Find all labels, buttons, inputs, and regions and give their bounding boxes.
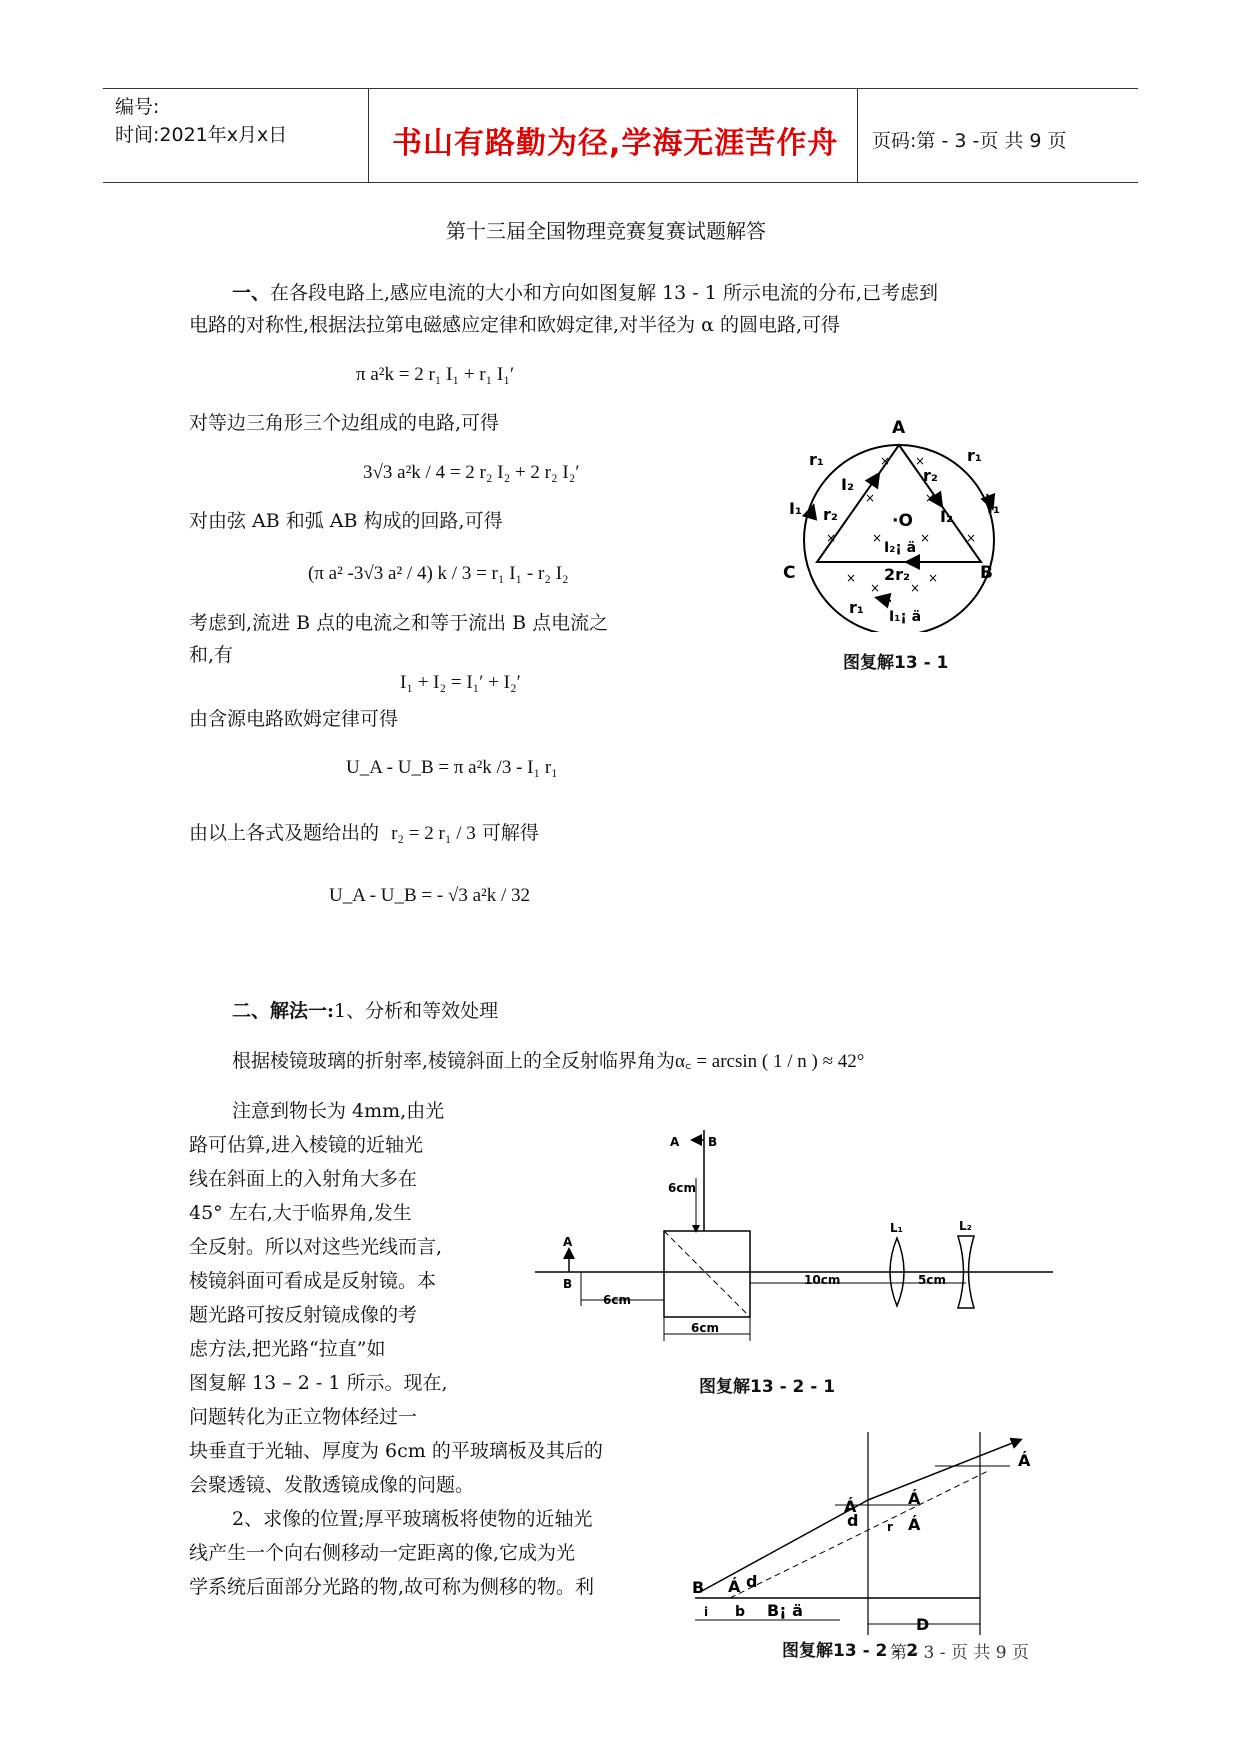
label-O: ·O [892, 511, 913, 531]
page-title: 第十三届全国物理竞赛复赛试题解答 [446, 219, 766, 243]
section1-text3: 对由弦 AB 和弧 AB 构成的回路,可得 [189, 510, 503, 532]
label-b: b [735, 1604, 746, 1620]
para-line: 会聚透镜、发散透镜成像的问题。 [189, 1474, 475, 1496]
header-top-rule [103, 88, 1138, 89]
label-I2-left: I₂ [841, 475, 854, 494]
equation-2: 3√3 a²k / 4 = 2 r₂ I₂ + 2 r₂ I₂′ [363, 462, 580, 483]
header-motto: 书山有路勤为径,学海无涯苦作舟 [392, 126, 839, 161]
arrow-arc-bottom [878, 598, 891, 601]
label-i: i [704, 1605, 709, 1619]
section1-text6 [189, 816, 539, 851]
para-line: 问题转化为正立物体经过一 [189, 1406, 418, 1428]
equation-3: (π a² -3√3 a² / 4) k / 3 = r₁ I₁ - r₂ I₂ [308, 563, 569, 584]
section1-intro-line1 [232, 276, 938, 310]
cross-mark: × [910, 581, 921, 595]
arrow-left-side [872, 475, 878, 484]
section1-text5: 由含源电路欧姆定律可得 [189, 708, 399, 730]
figure-13-2-1 [533, 1128, 1058, 1358]
equation-1: π a²k = 2 r₁ I₁ + r₁ I₁′ [356, 364, 515, 385]
label-A-top: A [670, 1135, 680, 1149]
para-line: 块垂直于光轴、厚度为 6cm 的平玻璃板及其后的 [189, 1440, 603, 1462]
ray-virtual [730, 1470, 990, 1598]
section1-heading: 一、 [232, 282, 271, 304]
label-d-2: d [847, 1511, 859, 1530]
section1-intro-line2: 电路的对称性,根据法拉第电磁感应定律和欧姆定律,对半径为 α 的圆电路,可得 [189, 314, 841, 336]
ray-emergent [868, 1440, 1020, 1500]
label-L1: L₁ [890, 1221, 903, 1235]
para-line: 2、求像的位置;厚平玻璃板将使物的近轴光 [232, 1508, 593, 1530]
section2-heading-line [232, 994, 498, 1028]
label-B-prime: B¡ ä [767, 1601, 803, 1620]
label-A-acute-4: Á [908, 1515, 921, 1534]
label-A-acute-3: Á [908, 1489, 921, 1508]
label-6cm-2: 6cm [691, 1321, 719, 1335]
cross-mark: × [846, 571, 857, 585]
label-r1-left: r₁ [809, 450, 824, 469]
section2-paragraph-2 [189, 1502, 669, 1604]
para-line: 虑方法,把光路“拉直”如 [189, 1338, 386, 1360]
section1-intro-text: 在各段电路上,感应电流的大小和方向如图复解 13 - 1 所示电流的分布,已考虑到 [270, 282, 938, 304]
section2-subheading: 1、分析和等效处理 [334, 1000, 499, 1022]
figure-13-2-2-caption: 图复解13 - 2 - 2 [782, 1641, 919, 1661]
para-line: 线产生一个向右侧移动一定距离的像,它成为光 [189, 1542, 576, 1564]
label-B: B [692, 1578, 705, 1597]
label-A-acute-top: Á [1018, 1451, 1031, 1470]
section1-text6-post: 可解得 [481, 822, 539, 844]
label-r1-right: r₁ [967, 446, 982, 465]
figure-13-1-caption: 图复解13 - 1 [843, 653, 949, 673]
critical-angle-eq: α꜀ = arcsin ( 1 / n ) ≈ 42° [675, 1051, 865, 1072]
label-I1-prime: I₁¡ ä [889, 609, 922, 625]
critical-angle-text: 根据棱镜玻璃的折射率,棱镜斜面上的全反射临界角为 [232, 1050, 676, 1072]
label-B-top: B [708, 1135, 718, 1149]
section2-paragraph-tail [189, 1434, 669, 1502]
label-A: A [892, 418, 906, 438]
label-D: D [916, 1615, 930, 1634]
label-r2-left: r₂ [823, 505, 838, 524]
label-6cm-1: 6cm [603, 1293, 631, 1307]
prism-diagonal [664, 1231, 750, 1317]
cross-mark: × [925, 491, 936, 505]
equation-5: U_A - U_B = π a²k /3 - I₁ r₁ [346, 757, 558, 778]
header-divider-left [368, 88, 369, 182]
section1-text6-eq: r₂ = 2 r₁ / 3 [391, 823, 476, 844]
para-line: 路可估算,进入棱镜的近轴光 [189, 1134, 424, 1156]
label-I1-right: I₁ [987, 498, 1000, 517]
figure-13-2-1-caption: 图复解13 - 2 - 1 [699, 1377, 836, 1397]
cross-mark: × [966, 531, 977, 545]
para-line: 全反射。所以对这些光线而言, [189, 1236, 443, 1258]
label-I1-left: I₁ [789, 499, 802, 518]
cross-mark: × [920, 531, 931, 545]
cross-mark: × [880, 454, 891, 468]
section1-text4-line1: 考虑到,流进 B 点的电流之和等于流出 B 点电流之 [189, 612, 609, 634]
para-line: 45° 左右,大于临界角,发生 [189, 1202, 412, 1224]
para-line: 题光路可按反射镜成像的考 [189, 1304, 418, 1326]
equation-6: U_A - U_B = - √3 a²k / 32 [329, 885, 530, 906]
label-C: C [783, 563, 796, 583]
label-A-acute-2: Á [844, 1497, 857, 1516]
label-B-left: B [563, 1277, 573, 1291]
header-page-label: 页码:第 - 3 -页 共 9 页 [872, 130, 1067, 152]
label-5cm: 5cm [918, 1273, 946, 1287]
cross-mark: × [870, 581, 881, 595]
label-L2: L₂ [959, 1219, 972, 1233]
para-line: 学系统后面部分光路的物,故可称为侧移的物。利 [189, 1576, 595, 1598]
arrow-right-side [935, 496, 941, 505]
header-number-label: 编号: [115, 96, 160, 118]
label-A-acute-1: Á [728, 1577, 741, 1596]
label-I2-prime: I₂¡ ä [884, 540, 917, 556]
label-r2-right: r₂ [923, 466, 938, 485]
label-d-1: d [746, 1572, 758, 1591]
section2-critical-angle [232, 1044, 864, 1079]
para-line: 棱镜斜面可看成是反射镜。本 [189, 1270, 437, 1292]
section1-text6-pre: 由以上各式及题给出的 [189, 822, 380, 844]
label-A-left: A [563, 1235, 573, 1249]
figure-13-1 [780, 412, 1010, 632]
label-I2-right: I₂ [940, 507, 953, 526]
header-divider-right [857, 88, 858, 182]
para-line: 图复解 13 – 2 - 1 所示。现在, [189, 1372, 448, 1394]
section2-heading: 二、解法一: [232, 1000, 335, 1022]
section1-text4-line2: 和,有 [189, 644, 234, 666]
para-line: 线在斜面上的入射角大多在 [189, 1168, 418, 1190]
cross-mark: × [928, 571, 939, 585]
equation-4: I₁ + I₂ = I₁′ + I₂′ [400, 672, 521, 693]
cross-mark: × [915, 454, 926, 468]
label-r: r [887, 1520, 893, 1534]
para-line: 注意到物长为 4mm,由光 [232, 1100, 445, 1122]
label-2r2: 2r₂ [884, 565, 911, 584]
ray-incident [700, 1500, 868, 1592]
arrow-arc-left [810, 507, 813, 517]
section1-text2: 对等边三角形三个边组成的电路,可得 [189, 412, 500, 434]
header-bottom-rule [103, 182, 1138, 183]
header-time-label: 时间:2021年x月x日 [115, 124, 288, 146]
cross-mark: × [865, 491, 876, 505]
cross-mark: × [872, 531, 883, 545]
label-10cm: 10cm [804, 1273, 841, 1287]
figure-13-2-2 [690, 1430, 1070, 1635]
section2-paragraph [189, 1094, 479, 1434]
label-6cm-vertical: 6cm [668, 1181, 696, 1195]
cross-mark: × [826, 531, 837, 545]
label-r1-bottom: r₁ [849, 598, 864, 617]
page-footer: 第 - 3 - 页 共 9 页 [890, 1643, 1029, 1663]
label-B: B [980, 563, 993, 583]
